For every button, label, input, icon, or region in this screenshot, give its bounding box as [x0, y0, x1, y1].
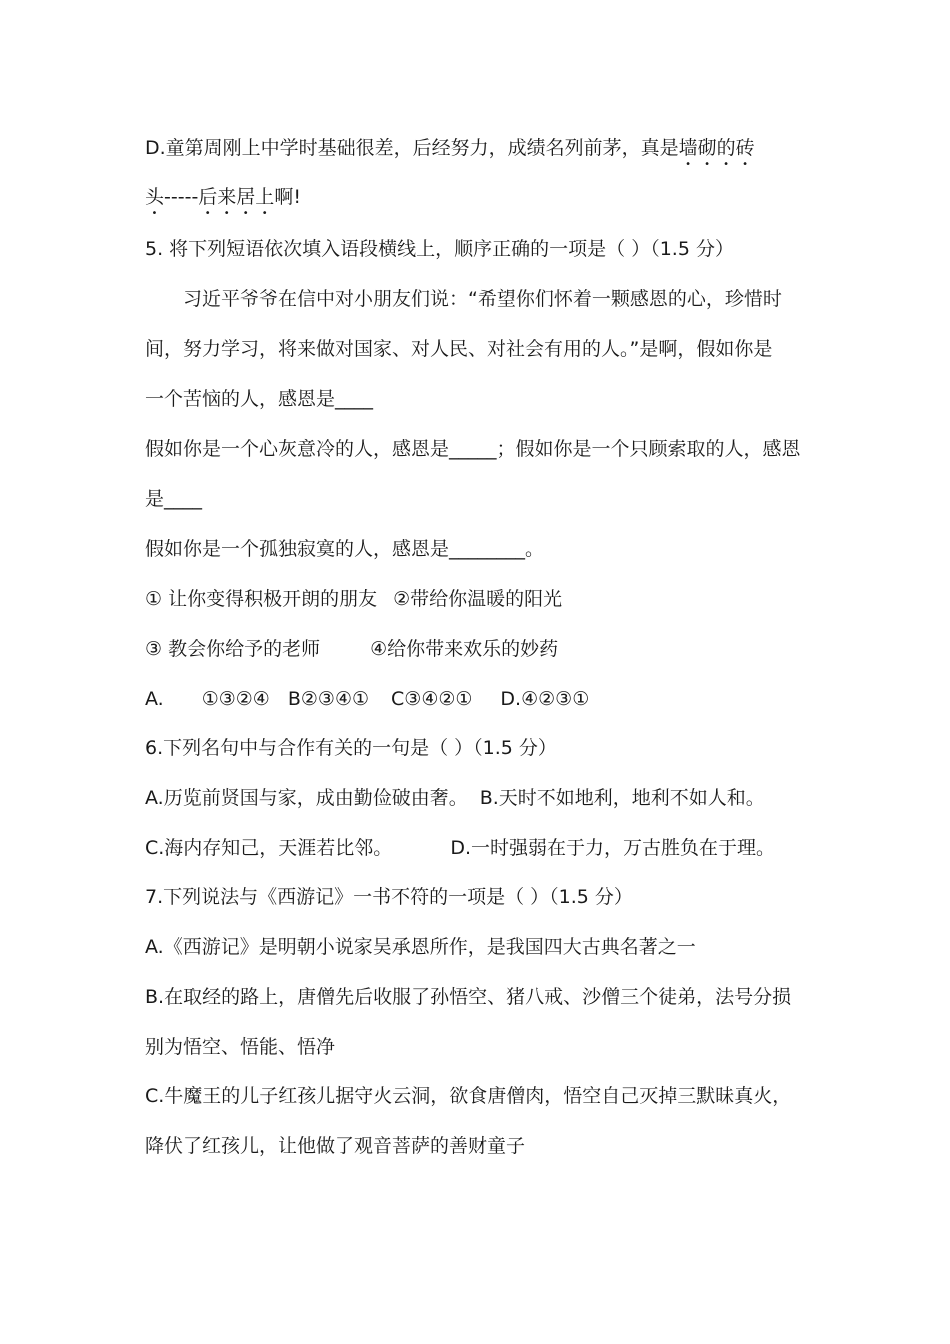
q6-option-b: B.天时不如地利，地利不如人和。: [479, 787, 765, 809]
q7-option-c-line1: C.牛魔王的儿子红孩儿据守火云洞，欲食唐僧肉，悟空自己灭掉三默昧真火，: [145, 1085, 792, 1107]
q5-items-row1: [145, 586, 562, 612]
q4-option-d-line2: [145, 184, 301, 219]
q7-option-b-line2: 别为悟空、悟能、悟净: [145, 1036, 336, 1058]
q7-option-b-line1: B.在取经的路上，唐僧先后收服了孙悟空、猪八戒、沙僧三个徒弟，法号分损: [145, 986, 792, 1008]
q5-passage-line: 假如你是一个孤独寂寞的人，感恩是________。: [145, 538, 545, 560]
q4-option-d-emphasis: 墙砌的砖: [678, 137, 755, 159]
q7-option-c-line2: 降伏了红孩儿，让他做了观音菩萨的善财童子: [145, 1135, 526, 1157]
q5-item-3: ③ 教会你给予的老师: [145, 638, 321, 660]
q7-stem: 7.下列说法与《西游记》一书不符的一项是（ ）（1.5 分）: [145, 886, 633, 908]
q4-option-d-line1: [145, 135, 755, 170]
q5-options: [145, 686, 589, 712]
q4-option-d-suffix: 啊!: [274, 186, 301, 208]
q4-option-d-dashes: -----: [164, 186, 199, 208]
q6-options-row2: [145, 835, 775, 861]
q6-option-c: C.海内存知己，天涯若比邻。: [145, 837, 393, 859]
q4-option-d-emphasis-idiom: 后来居上: [198, 186, 275, 208]
q6-stem: 6.下列名句中与合作有关的一句是（ ）（1.5 分）: [145, 737, 557, 759]
q5-option-b: B②③④①: [287, 688, 370, 710]
q5-item-1: ① 让你变得积极开朗的朋友: [145, 588, 378, 610]
q5-passage-line: 习近平爷爷在信中对小朋友们说：“希望你们怀着一颗感恩的心，珍惜时: [145, 288, 782, 310]
q6-option-a: A.历览前贤国与家，成由勤俭破由奢。: [145, 787, 468, 809]
q5-item-4: ④给你带来欢乐的妙药: [370, 638, 559, 660]
q4-option-d-emphasis-head: 头: [145, 186, 165, 208]
q5-items-row2: [145, 636, 558, 662]
q5-passage-line: 假如你是一个心灰意冷的人，感恩是_____；假如你是一个只顾索取的人，感恩: [145, 438, 801, 460]
q5-option-d: D.④②③①: [500, 688, 590, 710]
q7-option-a: A.《西游记》是明朝小说家吴承恩所作，是我国四大古典名著之一: [145, 936, 696, 958]
q5-passage-line: 是____: [145, 488, 203, 510]
q5-passage-line: 一个苦恼的人，感恩是____: [145, 388, 374, 410]
q5-passage-line: 间，努力学习，将来做对国家、对人民、对社会有用的人。”是啊，假如你是: [145, 338, 773, 360]
q5-item-2: ②带给你温暖的阳光: [393, 588, 563, 610]
q4-option-d-text: D.童第周刚上中学时基础很差，后经努力，成绩名列前茅，真是: [145, 137, 679, 159]
q6-options-row1: [145, 785, 765, 811]
q5-option-c: C③④②①: [391, 688, 473, 710]
q5-stem: 5. 将下列短语依次填入语段横线上，顺序正确的一项是（ ）（1.5 分）: [145, 238, 734, 260]
q5-option-a-label: A.: [145, 688, 164, 710]
q6-option-d: D.一时强弱在于力，万古胜负在于理。: [450, 837, 775, 859]
q5-option-a: ①③②④: [201, 688, 270, 710]
